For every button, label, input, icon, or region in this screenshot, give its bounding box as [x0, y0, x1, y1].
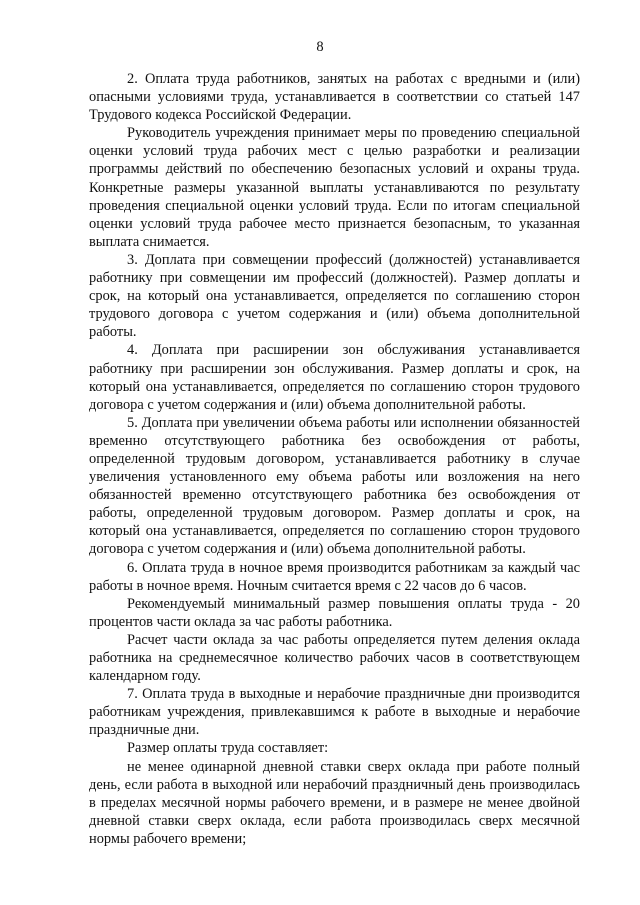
paragraph-payment-amount-intro: Размер оплаты труда составляет:	[127, 740, 329, 757]
paragraph-payment-amount-detail: не менее одинарной дневной ставки сверх оклада при работе полный день, если работа в выходной или нерабочий праздничный день производилась в пределах месячной нормы рабочего времени, и в размере не менее двойной дневной ставки сверх оклада, если работа производилась сверх месячной нормы рабочего времени;	[89, 758, 580, 847]
paragraph-6-night-work: 6. Оплата труда в ночное время производится работникам за каждый час работы в ночное время. Ночным считается время с 22 часов до 6 часов.	[89, 559, 580, 594]
paragraph-head-measures: Руководитель учреждения принимает меры по проведению специальной оценки условий труда рабочих мест с целью разработки и реализации программы действий по обеспечению безопасных условий и охраны труда. Конкретные размеры указанной выплаты устанавливаются по результату проведения специальной оценки условий труда. Если по итогам специальной оценки условий труда рабочее место признается безопасным, то указанная выплата снимается.	[89, 125, 580, 250]
paragraph-3-combining-professions: 3. Доплата при совмещении профессий (должностей) устанавливается работнику при совмещении им профессий (должностей). Размер доплаты и срок, на который она устанавливается, определяется по соглашению сторон трудового договора с учетом содержания и (или) объема дополнительной работы.	[89, 251, 580, 341]
page-number: 8	[316, 39, 324, 55]
paragraph-7-weekend-holidays: 7. Оплата труда в выходные и нерабочие праздничные дни производится работникам учреждения, привлекавшимся к работе в выходные и нерабочие праздничные дни.	[89, 686, 580, 739]
paragraph-5-increased-workload: 5. Доплата при увеличении объема работы или исполнении обязанностей временно отсутствующего работника без освобождения от работы, определенной трудовым договором, устанавливается работнику в случае увеличения установленного ему объема работы или возложения на него обязанностей временно отсутствующего работника без освобождения от работы, определенной трудовым договором. Размер доплаты и срок, на который она устанавливается, определяется по соглашению сторон трудового договора с учетом содержания и (или) объема дополнительной работы.	[89, 414, 580, 558]
paragraph-2-hazardous-conditions: 2. Оплата труда работников, занятых на работах с вредными и (или) опасными условиями труда, устанавливается в соответствии со статьей 147 Трудового кодекса Российской Федерации.	[89, 71, 580, 124]
paragraph-hourly-calculation: Расчет части оклада за час работы определяется путем деления оклада работника на среднемесячное количество рабочих часов в соответствующем календарном году.	[89, 631, 580, 685]
document-body	[89, 70, 580, 848]
paragraph-recommended-minimum: Рекомендуемый минимальный размер повышения оплаты труда - 20 процентов части оклада за час работы работника.	[89, 595, 580, 630]
paragraph-4-service-zones: 4. Доплата при расширении зон обслуживания устанавливается работнику при расширении зон обслуживания. Размер доплаты и срок, на который она устанавливается, определяется по соглашению сторон трудового договора с учетом содержания и (или) объема дополнительной работы.	[89, 342, 580, 413]
